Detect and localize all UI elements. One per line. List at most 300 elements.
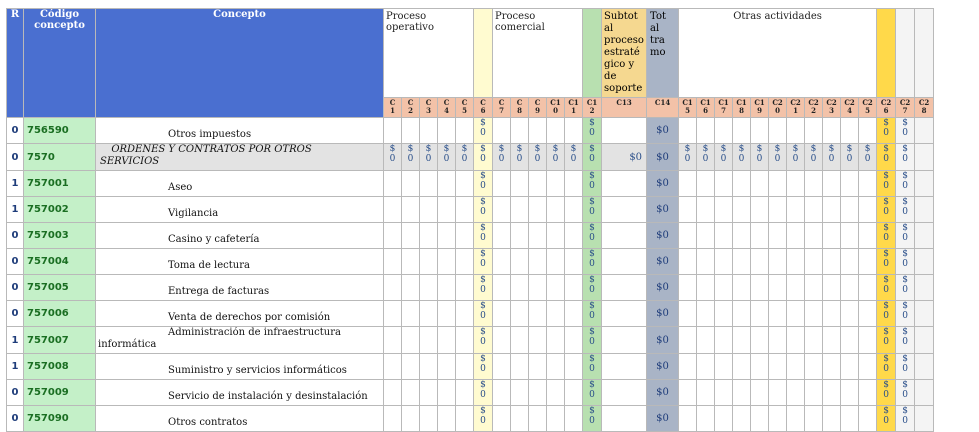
- empty-cell[interactable]: [805, 223, 823, 249]
- row-code[interactable]: 7570: [24, 144, 96, 171]
- empty-cell[interactable]: [420, 301, 438, 327]
- subtotal-cell[interactable]: [602, 327, 647, 354]
- empty-cell[interactable]: [420, 118, 438, 144]
- empty-cell[interactable]: [787, 171, 805, 197]
- empty-cell[interactable]: [456, 118, 474, 144]
- empty-cell[interactable]: [823, 354, 841, 380]
- empty-cell[interactable]: [787, 197, 805, 223]
- empty-cell[interactable]: [420, 354, 438, 380]
- empty-cell[interactable]: [805, 197, 823, 223]
- row-concept[interactable]: [96, 275, 384, 301]
- empty-cell[interactable]: [529, 380, 547, 406]
- amount-cell[interactable]: [896, 380, 915, 406]
- empty-cell[interactable]: [402, 380, 420, 406]
- empty-cell[interactable]: [493, 275, 511, 301]
- amount-cell[interactable]: [583, 275, 602, 301]
- amount-cell[interactable]: [511, 144, 529, 171]
- subtotal-cell[interactable]: [602, 301, 647, 327]
- empty-cell[interactable]: [787, 354, 805, 380]
- row-r-flag[interactable]: 0: [7, 144, 24, 171]
- empty-cell[interactable]: [697, 223, 715, 249]
- amount-cell[interactable]: [474, 118, 493, 144]
- empty-cell[interactable]: [751, 327, 769, 354]
- empty-cell[interactable]: [493, 118, 511, 144]
- empty-cell[interactable]: [715, 380, 733, 406]
- empty-cell[interactable]: [805, 275, 823, 301]
- empty-cell[interactable]: [751, 249, 769, 275]
- amount-cell[interactable]: [877, 144, 896, 171]
- amount-cell[interactable]: [877, 327, 896, 354]
- empty-cell[interactable]: [715, 327, 733, 354]
- total-cell[interactable]: $0: [647, 354, 679, 380]
- empty-cell[interactable]: [769, 275, 787, 301]
- amount-cell[interactable]: [877, 223, 896, 249]
- empty-cell[interactable]: [859, 171, 877, 197]
- empty-cell[interactable]: [402, 301, 420, 327]
- amount-cell[interactable]: [877, 301, 896, 327]
- amount-cell[interactable]: [805, 144, 823, 171]
- empty-cell[interactable]: [565, 223, 583, 249]
- amount-cell[interactable]: [583, 380, 602, 406]
- empty-cell[interactable]: [438, 301, 456, 327]
- subtotal-cell[interactable]: [602, 118, 647, 144]
- amount-cell[interactable]: [565, 144, 583, 171]
- row-code[interactable]: 757002: [24, 197, 96, 223]
- empty-cell[interactable]: [915, 327, 934, 354]
- subtotal-cell[interactable]: [602, 354, 647, 380]
- empty-cell[interactable]: [511, 275, 529, 301]
- empty-cell[interactable]: [384, 301, 402, 327]
- amount-cell[interactable]: [474, 406, 493, 432]
- empty-cell[interactable]: [769, 197, 787, 223]
- empty-cell[interactable]: [438, 118, 456, 144]
- empty-cell[interactable]: [547, 354, 565, 380]
- empty-cell[interactable]: [841, 327, 859, 354]
- empty-cell[interactable]: [697, 171, 715, 197]
- empty-cell[interactable]: [841, 223, 859, 249]
- empty-cell[interactable]: [679, 406, 697, 432]
- empty-cell[interactable]: [715, 171, 733, 197]
- empty-cell[interactable]: [733, 249, 751, 275]
- empty-cell[interactable]: [511, 171, 529, 197]
- empty-cell[interactable]: [547, 118, 565, 144]
- empty-cell[interactable]: [915, 171, 934, 197]
- empty-cell[interactable]: [679, 354, 697, 380]
- subtotal-cell[interactable]: [602, 380, 647, 406]
- empty-cell[interactable]: [841, 197, 859, 223]
- empty-cell[interactable]: [679, 301, 697, 327]
- row-concept[interactable]: [96, 223, 384, 249]
- empty-cell[interactable]: [859, 354, 877, 380]
- empty-cell[interactable]: [493, 301, 511, 327]
- empty-cell[interactable]: [493, 197, 511, 223]
- empty-cell[interactable]: [841, 354, 859, 380]
- amount-cell[interactable]: [583, 223, 602, 249]
- total-cell[interactable]: $0: [647, 327, 679, 354]
- row-concept[interactable]: [96, 380, 384, 406]
- empty-cell[interactable]: [384, 354, 402, 380]
- empty-cell[interactable]: [823, 197, 841, 223]
- empty-cell[interactable]: [438, 223, 456, 249]
- empty-cell[interactable]: [715, 301, 733, 327]
- empty-cell[interactable]: [456, 406, 474, 432]
- empty-cell[interactable]: [823, 223, 841, 249]
- empty-cell[interactable]: [769, 223, 787, 249]
- empty-cell[interactable]: [420, 223, 438, 249]
- amount-cell[interactable]: [896, 301, 915, 327]
- amount-cell[interactable]: [823, 144, 841, 171]
- empty-cell[interactable]: [697, 118, 715, 144]
- empty-cell[interactable]: [402, 197, 420, 223]
- amount-cell[interactable]: [877, 406, 896, 432]
- empty-cell[interactable]: [841, 118, 859, 144]
- amount-cell[interactable]: [583, 249, 602, 275]
- amount-cell[interactable]: [474, 197, 493, 223]
- empty-cell[interactable]: [841, 301, 859, 327]
- empty-cell[interactable]: [679, 197, 697, 223]
- empty-cell[interactable]: [823, 275, 841, 301]
- empty-cell[interactable]: [715, 223, 733, 249]
- empty-cell[interactable]: [697, 301, 715, 327]
- total-cell[interactable]: $0: [647, 380, 679, 406]
- empty-cell[interactable]: [529, 406, 547, 432]
- empty-cell[interactable]: [456, 249, 474, 275]
- empty-cell[interactable]: [456, 223, 474, 249]
- empty-cell[interactable]: [384, 249, 402, 275]
- amount-cell[interactable]: [583, 171, 602, 197]
- empty-cell[interactable]: [751, 118, 769, 144]
- amount-cell[interactable]: [474, 380, 493, 406]
- amount-cell[interactable]: [583, 197, 602, 223]
- empty-cell[interactable]: [511, 249, 529, 275]
- empty-cell[interactable]: [841, 249, 859, 275]
- empty-cell[interactable]: [456, 380, 474, 406]
- empty-cell[interactable]: [511, 118, 529, 144]
- amount-cell[interactable]: [896, 275, 915, 301]
- amount-cell[interactable]: [474, 275, 493, 301]
- empty-cell[interactable]: [547, 171, 565, 197]
- row-code[interactable]: 756590: [24, 118, 96, 144]
- empty-cell[interactable]: [751, 380, 769, 406]
- empty-cell[interactable]: [420, 197, 438, 223]
- amount-cell[interactable]: [751, 144, 769, 171]
- empty-cell[interactable]: [697, 275, 715, 301]
- empty-cell[interactable]: [547, 197, 565, 223]
- empty-cell[interactable]: [420, 249, 438, 275]
- row-concept[interactable]: [96, 118, 384, 144]
- empty-cell[interactable]: [529, 275, 547, 301]
- empty-cell[interactable]: [915, 275, 934, 301]
- row-concept[interactable]: [96, 406, 384, 432]
- empty-cell[interactable]: [697, 354, 715, 380]
- empty-cell[interactable]: [787, 223, 805, 249]
- empty-cell[interactable]: [787, 327, 805, 354]
- empty-cell[interactable]: [402, 249, 420, 275]
- empty-cell[interactable]: [823, 380, 841, 406]
- amount-cell[interactable]: [493, 144, 511, 171]
- empty-cell[interactable]: [805, 171, 823, 197]
- amount-cell[interactable]: [896, 171, 915, 197]
- amount-cell[interactable]: [896, 249, 915, 275]
- empty-cell[interactable]: [769, 406, 787, 432]
- empty-cell[interactable]: [715, 354, 733, 380]
- row-code[interactable]: 757008: [24, 354, 96, 380]
- amount-cell[interactable]: [769, 144, 787, 171]
- empty-cell[interactable]: [715, 118, 733, 144]
- amount-cell[interactable]: [679, 144, 697, 171]
- empty-cell[interactable]: [547, 327, 565, 354]
- empty-cell[interactable]: [715, 249, 733, 275]
- empty-cell[interactable]: [751, 354, 769, 380]
- empty-cell[interactable]: [787, 406, 805, 432]
- empty-cell[interactable]: [438, 380, 456, 406]
- empty-cell[interactable]: [529, 301, 547, 327]
- row-concept[interactable]: [96, 144, 384, 171]
- empty-cell[interactable]: [420, 380, 438, 406]
- empty-cell[interactable]: [384, 327, 402, 354]
- empty-cell[interactable]: [859, 223, 877, 249]
- empty-cell[interactable]: [915, 301, 934, 327]
- empty-cell[interactable]: [915, 144, 934, 171]
- empty-cell[interactable]: [402, 327, 420, 354]
- empty-cell[interactable]: [841, 406, 859, 432]
- amount-cell[interactable]: [547, 144, 565, 171]
- empty-cell[interactable]: [456, 171, 474, 197]
- amount-cell[interactable]: [420, 144, 438, 171]
- empty-cell[interactable]: [384, 118, 402, 144]
- empty-cell[interactable]: [859, 249, 877, 275]
- empty-cell[interactable]: [769, 301, 787, 327]
- empty-cell[interactable]: [547, 249, 565, 275]
- empty-cell[interactable]: [715, 406, 733, 432]
- amount-cell[interactable]: [402, 144, 420, 171]
- empty-cell[interactable]: [697, 327, 715, 354]
- empty-cell[interactable]: [384, 406, 402, 432]
- empty-cell[interactable]: [697, 406, 715, 432]
- empty-cell[interactable]: [529, 327, 547, 354]
- empty-cell[interactable]: [697, 249, 715, 275]
- amount-cell[interactable]: [896, 223, 915, 249]
- empty-cell[interactable]: [420, 275, 438, 301]
- empty-cell[interactable]: [823, 327, 841, 354]
- empty-cell[interactable]: [679, 327, 697, 354]
- total-cell[interactable]: $0: [647, 406, 679, 432]
- empty-cell[interactable]: [805, 118, 823, 144]
- empty-cell[interactable]: [679, 171, 697, 197]
- subtotal-cell[interactable]: [602, 249, 647, 275]
- empty-cell[interactable]: [859, 406, 877, 432]
- amount-cell[interactable]: [583, 406, 602, 432]
- empty-cell[interactable]: [456, 327, 474, 354]
- amount-cell[interactable]: [583, 301, 602, 327]
- empty-cell[interactable]: [679, 118, 697, 144]
- amount-cell[interactable]: [474, 223, 493, 249]
- empty-cell[interactable]: [915, 118, 934, 144]
- empty-cell[interactable]: [823, 171, 841, 197]
- amount-cell[interactable]: [474, 301, 493, 327]
- empty-cell[interactable]: [384, 197, 402, 223]
- amount-cell[interactable]: [896, 327, 915, 354]
- empty-cell[interactable]: [733, 171, 751, 197]
- amount-cell[interactable]: [583, 118, 602, 144]
- row-r-flag[interactable]: 1: [7, 354, 24, 380]
- empty-cell[interactable]: [511, 197, 529, 223]
- row-r-flag[interactable]: 0: [7, 275, 24, 301]
- empty-cell[interactable]: [915, 406, 934, 432]
- empty-cell[interactable]: [420, 171, 438, 197]
- empty-cell[interactable]: [438, 197, 456, 223]
- total-cell[interactable]: $0: [647, 171, 679, 197]
- row-code[interactable]: 757006: [24, 301, 96, 327]
- row-r-flag[interactable]: 1: [7, 327, 24, 354]
- empty-cell[interactable]: [565, 354, 583, 380]
- empty-cell[interactable]: [805, 354, 823, 380]
- empty-cell[interactable]: [493, 249, 511, 275]
- empty-cell[interactable]: [402, 406, 420, 432]
- empty-cell[interactable]: [733, 354, 751, 380]
- empty-cell[interactable]: [769, 354, 787, 380]
- row-r-flag[interactable]: 0: [7, 249, 24, 275]
- empty-cell[interactable]: [787, 249, 805, 275]
- empty-cell[interactable]: [915, 380, 934, 406]
- empty-cell[interactable]: [859, 275, 877, 301]
- total-cell[interactable]: $0: [647, 144, 679, 171]
- empty-cell[interactable]: [493, 171, 511, 197]
- empty-cell[interactable]: [751, 223, 769, 249]
- empty-cell[interactable]: [420, 406, 438, 432]
- amount-cell[interactable]: [859, 144, 877, 171]
- total-cell[interactable]: $0: [647, 118, 679, 144]
- empty-cell[interactable]: [493, 380, 511, 406]
- empty-cell[interactable]: [456, 275, 474, 301]
- amount-cell[interactable]: [474, 249, 493, 275]
- empty-cell[interactable]: [511, 380, 529, 406]
- amount-cell[interactable]: [896, 144, 915, 171]
- row-code[interactable]: 757009: [24, 380, 96, 406]
- empty-cell[interactable]: [529, 249, 547, 275]
- empty-cell[interactable]: [529, 354, 547, 380]
- row-concept[interactable]: [96, 354, 384, 380]
- row-concept[interactable]: [96, 197, 384, 223]
- amount-cell[interactable]: [841, 144, 859, 171]
- empty-cell[interactable]: [787, 275, 805, 301]
- empty-cell[interactable]: [384, 223, 402, 249]
- empty-cell[interactable]: [841, 380, 859, 406]
- empty-cell[interactable]: [565, 275, 583, 301]
- amount-cell[interactable]: [583, 144, 602, 171]
- empty-cell[interactable]: [438, 354, 456, 380]
- empty-cell[interactable]: [805, 301, 823, 327]
- empty-cell[interactable]: [565, 380, 583, 406]
- empty-cell[interactable]: [493, 327, 511, 354]
- empty-cell[interactable]: [769, 327, 787, 354]
- row-r-flag[interactable]: 0: [7, 380, 24, 406]
- empty-cell[interactable]: [456, 354, 474, 380]
- empty-cell[interactable]: [751, 275, 769, 301]
- empty-cell[interactable]: [511, 354, 529, 380]
- amount-cell[interactable]: [877, 380, 896, 406]
- row-r-flag[interactable]: 1: [7, 197, 24, 223]
- empty-cell[interactable]: [859, 380, 877, 406]
- empty-cell[interactable]: [751, 197, 769, 223]
- empty-cell[interactable]: [841, 275, 859, 301]
- empty-cell[interactable]: [565, 406, 583, 432]
- empty-cell[interactable]: [565, 327, 583, 354]
- amount-cell[interactable]: [733, 144, 751, 171]
- row-r-flag[interactable]: 0: [7, 223, 24, 249]
- total-cell[interactable]: $0: [647, 223, 679, 249]
- empty-cell[interactable]: [679, 223, 697, 249]
- empty-cell[interactable]: [565, 171, 583, 197]
- empty-cell[interactable]: [384, 380, 402, 406]
- empty-cell[interactable]: [547, 406, 565, 432]
- amount-cell[interactable]: [474, 171, 493, 197]
- empty-cell[interactable]: [915, 197, 934, 223]
- amount-cell[interactable]: [583, 327, 602, 354]
- amount-cell[interactable]: [438, 144, 456, 171]
- empty-cell[interactable]: [859, 118, 877, 144]
- empty-cell[interactable]: [859, 301, 877, 327]
- empty-cell[interactable]: [751, 301, 769, 327]
- total-cell[interactable]: $0: [647, 197, 679, 223]
- total-cell[interactable]: $0: [647, 275, 679, 301]
- empty-cell[interactable]: [402, 354, 420, 380]
- empty-cell[interactable]: [733, 118, 751, 144]
- empty-cell[interactable]: [787, 380, 805, 406]
- empty-cell[interactable]: [733, 197, 751, 223]
- empty-cell[interactable]: [438, 327, 456, 354]
- empty-cell[interactable]: [456, 301, 474, 327]
- subtotal-cell[interactable]: [602, 406, 647, 432]
- row-code[interactable]: 757004: [24, 249, 96, 275]
- empty-cell[interactable]: [787, 118, 805, 144]
- empty-cell[interactable]: [823, 406, 841, 432]
- subtotal-cell[interactable]: [602, 171, 647, 197]
- empty-cell[interactable]: [438, 275, 456, 301]
- amount-cell[interactable]: [529, 144, 547, 171]
- empty-cell[interactable]: [751, 406, 769, 432]
- empty-cell[interactable]: [438, 406, 456, 432]
- row-r-flag[interactable]: 0: [7, 301, 24, 327]
- empty-cell[interactable]: [805, 249, 823, 275]
- amount-cell[interactable]: [715, 144, 733, 171]
- empty-cell[interactable]: [805, 327, 823, 354]
- empty-cell[interactable]: [511, 327, 529, 354]
- amount-cell[interactable]: [877, 354, 896, 380]
- empty-cell[interactable]: [529, 171, 547, 197]
- empty-cell[interactable]: [751, 171, 769, 197]
- empty-cell[interactable]: [769, 380, 787, 406]
- empty-cell[interactable]: [384, 275, 402, 301]
- row-r-flag[interactable]: 0: [7, 406, 24, 432]
- row-concept[interactable]: [96, 301, 384, 327]
- empty-cell[interactable]: [547, 223, 565, 249]
- empty-cell[interactable]: [859, 197, 877, 223]
- total-cell[interactable]: $0: [647, 301, 679, 327]
- empty-cell[interactable]: [547, 275, 565, 301]
- empty-cell[interactable]: [823, 118, 841, 144]
- empty-cell[interactable]: [511, 406, 529, 432]
- empty-cell[interactable]: [402, 118, 420, 144]
- empty-cell[interactable]: [679, 249, 697, 275]
- empty-cell[interactable]: [565, 118, 583, 144]
- empty-cell[interactable]: [511, 223, 529, 249]
- empty-cell[interactable]: [733, 406, 751, 432]
- subtotal-cell[interactable]: $0: [602, 144, 647, 171]
- subtotal-cell[interactable]: [602, 197, 647, 223]
- empty-cell[interactable]: [787, 301, 805, 327]
- empty-cell[interactable]: [679, 275, 697, 301]
